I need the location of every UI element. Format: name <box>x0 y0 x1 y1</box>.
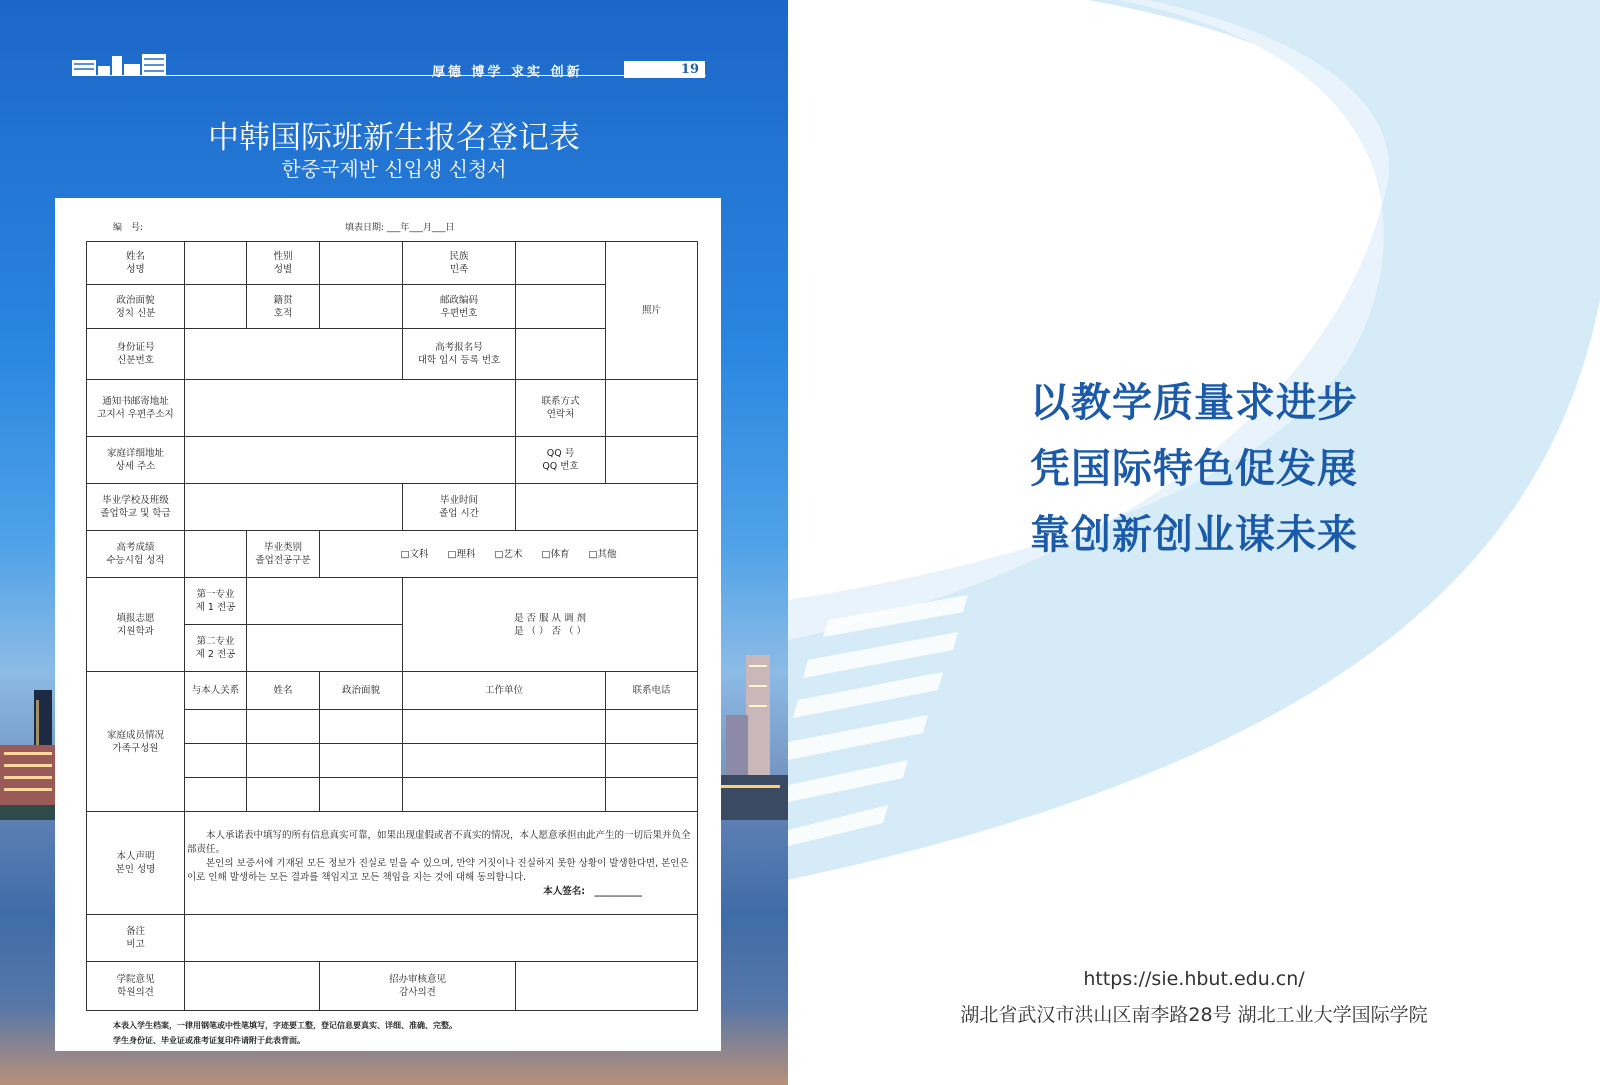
gender-label: 性别 성별 <box>247 242 320 285</box>
family-cell[interactable] <box>320 744 403 778</box>
page-number: 19 <box>624 61 705 78</box>
admission-opinion-label: 招办审核意见 감사의견 <box>320 962 516 1011</box>
form-title-korean: 한중국제반 신입생 신청서 <box>281 157 507 181</box>
campus-logo-icon <box>72 54 166 76</box>
city-skyline-left <box>0 490 60 820</box>
family-col-relation: 与本人关系 <box>185 672 247 710</box>
footnote-2: 学生身份证、毕业证或准考证复印件请附于此表背面。 <box>113 1036 305 1045</box>
qq-field[interactable] <box>606 437 698 484</box>
statement-text <box>185 812 698 915</box>
statement-text-cn: 本人承诺表中填写的所有信息真实可靠，如果出现虚假或者不真实的情况，本人愿意承担由此产生的一切后果并负全部责任。 <box>187 829 691 855</box>
postcode-field[interactable] <box>516 285 606 329</box>
grad-time-field[interactable] <box>516 484 698 531</box>
school-label: 毕业学校及班级 졸업학교 및 학급 <box>87 484 185 531</box>
checkbox-art[interactable]: □艺术 <box>494 548 523 560</box>
major2-label: 第二专业 제 2 전공 <box>185 625 247 672</box>
native-place-field[interactable] <box>320 285 403 329</box>
family-col-name: 姓名 <box>247 672 320 710</box>
family-cell[interactable] <box>606 778 698 812</box>
registration-form-sheet <box>55 198 721 1051</box>
native-place-label: 籍贯 호적 <box>247 285 320 329</box>
family-col-political: 政治面貌 <box>320 672 403 710</box>
wish-label: 填报志愿 지원학과 <box>87 578 185 672</box>
family-cell[interactable] <box>606 710 698 744</box>
slogan-line-1: 以教学质量求进步 <box>1030 380 1358 426</box>
family-cell[interactable] <box>320 710 403 744</box>
mail-address-field[interactable] <box>185 380 516 437</box>
slogan-block <box>1030 370 1358 568</box>
remarks-field[interactable] <box>185 915 698 962</box>
exam-reg-field[interactable] <box>516 329 606 380</box>
major2-field[interactable] <box>247 625 403 672</box>
home-address-field[interactable] <box>185 437 516 484</box>
form-title-chinese: 中韩国际班新生报名登记表 <box>208 120 580 156</box>
ethnicity-label: 民族 민족 <box>403 242 516 285</box>
checkbox-liberal-arts[interactable]: □文科 <box>400 548 429 560</box>
footnote-1: 本表入学生档案，一律用钢笔或中性笔填写，字迹要工整，登记信息要真实、详细、准确、完整。 <box>113 1021 457 1030</box>
exam-score-label: 高考成绩 수능시험 성적 <box>87 531 185 578</box>
checkbox-other[interactable]: □其他 <box>588 548 617 560</box>
left-page <box>0 0 788 1085</box>
major1-field[interactable] <box>247 578 403 625</box>
statement-label: 本人声明 본인 성명 <box>87 812 185 915</box>
family-cell[interactable] <box>185 778 247 812</box>
checkbox-sports[interactable]: □体育 <box>541 548 570 560</box>
grad-time-label: 毕业时间 졸업 시간 <box>403 484 516 531</box>
name-label: 姓名 성명 <box>87 242 185 285</box>
adjust-choice[interactable]: 是 否 服 从 调 剂 是 （ ） 否 （ ） <box>403 578 698 672</box>
signature-line[interactable]: 本人签名: __________ <box>543 885 642 897</box>
remarks-label: 备注 비고 <box>87 915 185 962</box>
id-number-label: 身份证号 신분번호 <box>87 329 185 380</box>
political-field[interactable] <box>185 285 247 329</box>
fill-date-label: 填表日期: ___年___月___日 <box>345 223 455 233</box>
college-opinion-label: 学院意见 학원의견 <box>87 962 185 1011</box>
website-url[interactable]: https://sie.hbut.edu.cn/ <box>1083 968 1305 990</box>
qq-label: QQ 号 QQ 번호 <box>516 437 606 484</box>
grad-type-label: 毕业类别 졸업전공구분 <box>247 531 320 578</box>
checkbox-science[interactable]: □理科 <box>447 548 476 560</box>
mail-address-label: 通知书邮寄地址 고지서 우편주소지 <box>87 380 185 437</box>
exam-reg-label: 高考报名号 대학 입시 등록 번호 <box>403 329 516 380</box>
photo-box[interactable]: 照片 <box>606 242 698 380</box>
family-cell[interactable] <box>403 778 606 812</box>
registration-table <box>86 241 698 1011</box>
contact-label: 联系方式 연락처 <box>516 380 606 437</box>
family-cell[interactable] <box>185 710 247 744</box>
ethnicity-field[interactable] <box>516 242 606 285</box>
political-label: 政治面貌 정치 신분 <box>87 285 185 329</box>
admission-opinion-field[interactable] <box>516 962 698 1011</box>
id-number-field[interactable] <box>185 329 403 380</box>
postal-address: 湖北省武汉市洪山区南李路28号 湖北工业大学国际学院 <box>960 1004 1428 1026</box>
family-col-workplace: 工作单位 <box>403 672 606 710</box>
family-cell[interactable] <box>247 710 320 744</box>
family-cell[interactable] <box>247 744 320 778</box>
postcode-label: 邮政编码 우편번호 <box>403 285 516 329</box>
header-rule <box>72 75 706 76</box>
name-field[interactable] <box>185 242 247 285</box>
home-address-label: 家庭详细地址 상세 주소 <box>87 437 185 484</box>
college-opinion-field[interactable] <box>185 962 320 1011</box>
family-label: 家庭成员情况 가족구성원 <box>87 672 185 812</box>
family-col-phone: 联系电话 <box>606 672 698 710</box>
family-cell[interactable] <box>606 744 698 778</box>
gender-field[interactable] <box>320 242 403 285</box>
statement-text-kr: 본인의 보증서에 기재된 모든 정보가 진실로 믿을 수 있으며, 만약 거짓이나 진실하지 못한 상황이 발생한다면, 본인은 이로 인해 발생하는 모든 결과를 책임지고 모든 책임을 지는 것에 대해 동의합니다. <box>187 857 689 883</box>
family-cell[interactable] <box>320 778 403 812</box>
exam-score-field[interactable] <box>185 531 247 578</box>
contact-field[interactable] <box>606 380 698 437</box>
slogan-line-2: 凭国际特色促发展 <box>1030 446 1358 492</box>
form-number-label: 编 号: <box>113 223 144 233</box>
school-field[interactable] <box>185 484 403 531</box>
family-cell[interactable] <box>185 744 247 778</box>
slogan-line-3: 靠创新创业谋未来 <box>1030 512 1358 558</box>
family-cell[interactable] <box>247 778 320 812</box>
school-motto: 厚德 博学 求实 创新 <box>432 65 583 80</box>
family-cell[interactable] <box>403 744 606 778</box>
category-checkboxes <box>320 531 698 578</box>
family-cell[interactable] <box>403 710 606 744</box>
major1-label: 第一专业 제 1 전공 <box>185 578 247 625</box>
